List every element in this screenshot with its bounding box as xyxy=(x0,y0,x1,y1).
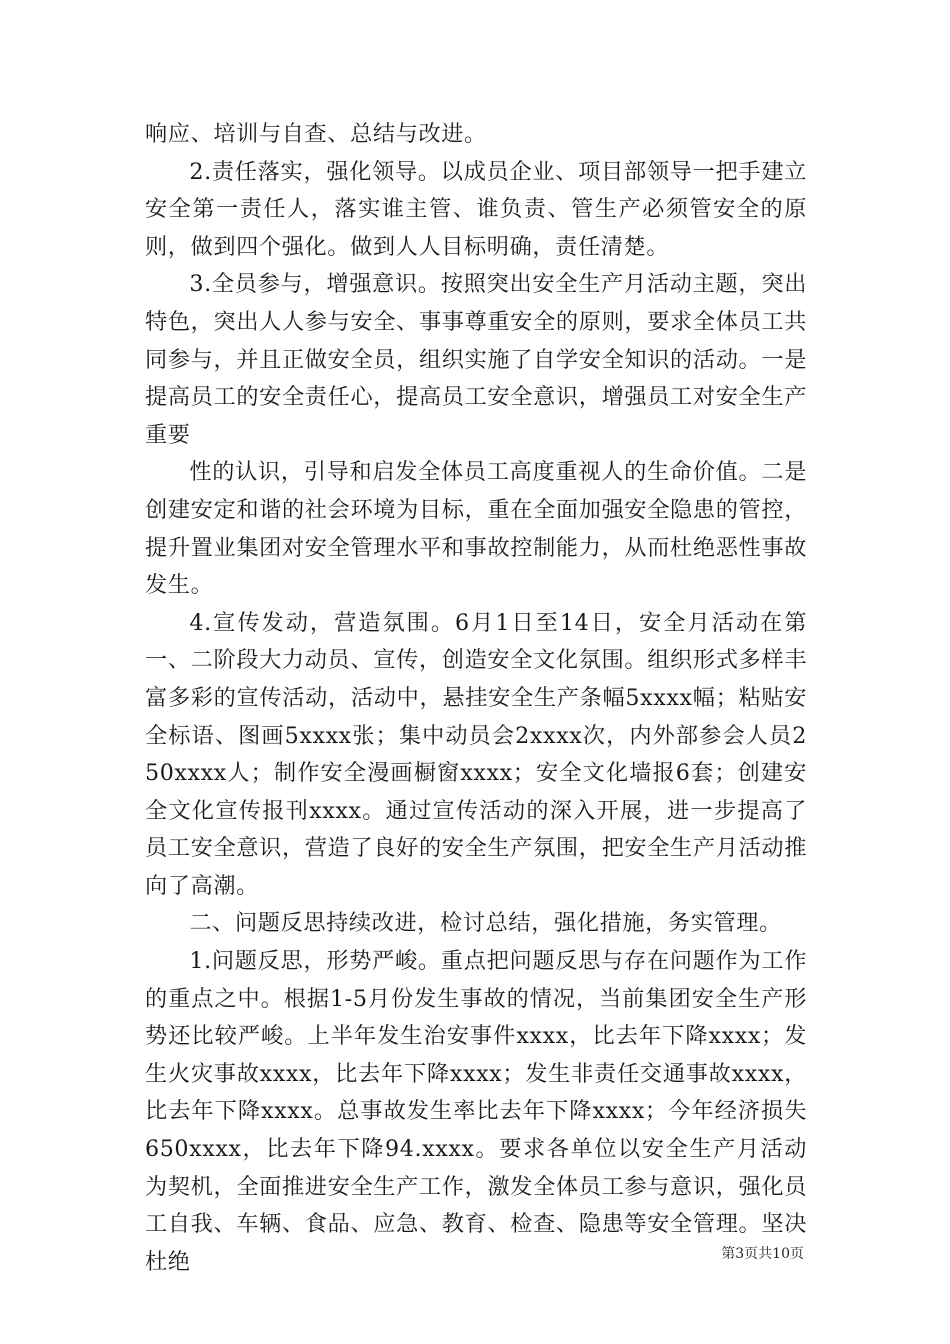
paragraph-responsibility: 2.责任落实，强化领导。以成员企业、项目部领导一把手建立安全第一责任人，落实谁主管、谁负责、管生产必须管安全的原则，做到四个强化。做到人人目标明确，责任清楚。 xyxy=(145,158,807,260)
paragraph-participation: 3.全员参与，增强意识。按照突出安全生产月活动主题，突出特色，突出人人参与安全、事事尊重安全的原则，要求全体员工共同参与，并且正做安全员，组织实施了自学安全知识的活动。一是提高员工的安全责任心，提高员工安全意识，增强员工对安全生产重要 xyxy=(145,271,807,448)
paragraph-awareness: 性的认识，引导和启发全体员工高度重视人的生命价值。二是创建安定和谐的社会环境为目标，重在全面加强安全隐患的管控，提升置业集团对安全管理水平和事故控制能力，从而杜绝恶性事故发生。 xyxy=(145,459,807,599)
page-number: 第3页共10页 xyxy=(721,1246,804,1262)
paragraph-publicity: 4.宣传发动，营造氛围。6月1日至14日，安全月活动在第一、二阶段大力动员、宣传，创造安全文化氛围。组织形式多样丰富多彩的宣传活动，活动中，悬挂安全生产条幅5xxxx幅；粘贴安全标语、图画5xxxx张；集中动员会2xxxx次，内外部参会人员250xxxx人；制作安全漫画橱窗xxxx；安全文化墙报6套；创建安全文化宣传报刊xxxx。通过宣传活动的深入开展，进一步提高了员工安全意识，营造了良好的安全生产氛围，把安全生产月活动推向了高潮。 xyxy=(145,609,807,899)
section-heading-problem-reflection: 二、问题反思持续改进，检讨总结，强化措施，务实管理。 xyxy=(189,910,782,937)
document-body xyxy=(145,116,807,1281)
paragraph-continuation-response: 响应、培训与自查、总结与改进。 xyxy=(145,121,487,147)
paragraph-problem-reflection: 1.问题反思，形势严峻。重点把问题反思与存在问题作为工作的重点之中。根据1-5月份发生事故的情况，当前集团安全生产形势还比较严峻。上半年发生治安事件xxxx，比去年下降xxxx；发生火灾事故xxxx，比去年下降xxxx；发生非责任交通事故xxxx，比去年下降xxxx。总事故发生率比去年下降xxxx；今年经济损失650xxxx，比去年下降94.xxxx。要求各单位以安全生产月活动为契机，全面推进安全生产工作，激发全体员工参与意识，强化员工自我、车辆、食品、应急、教育、检查、隐患等安全管理。坚决杜绝 xyxy=(145,948,807,1275)
